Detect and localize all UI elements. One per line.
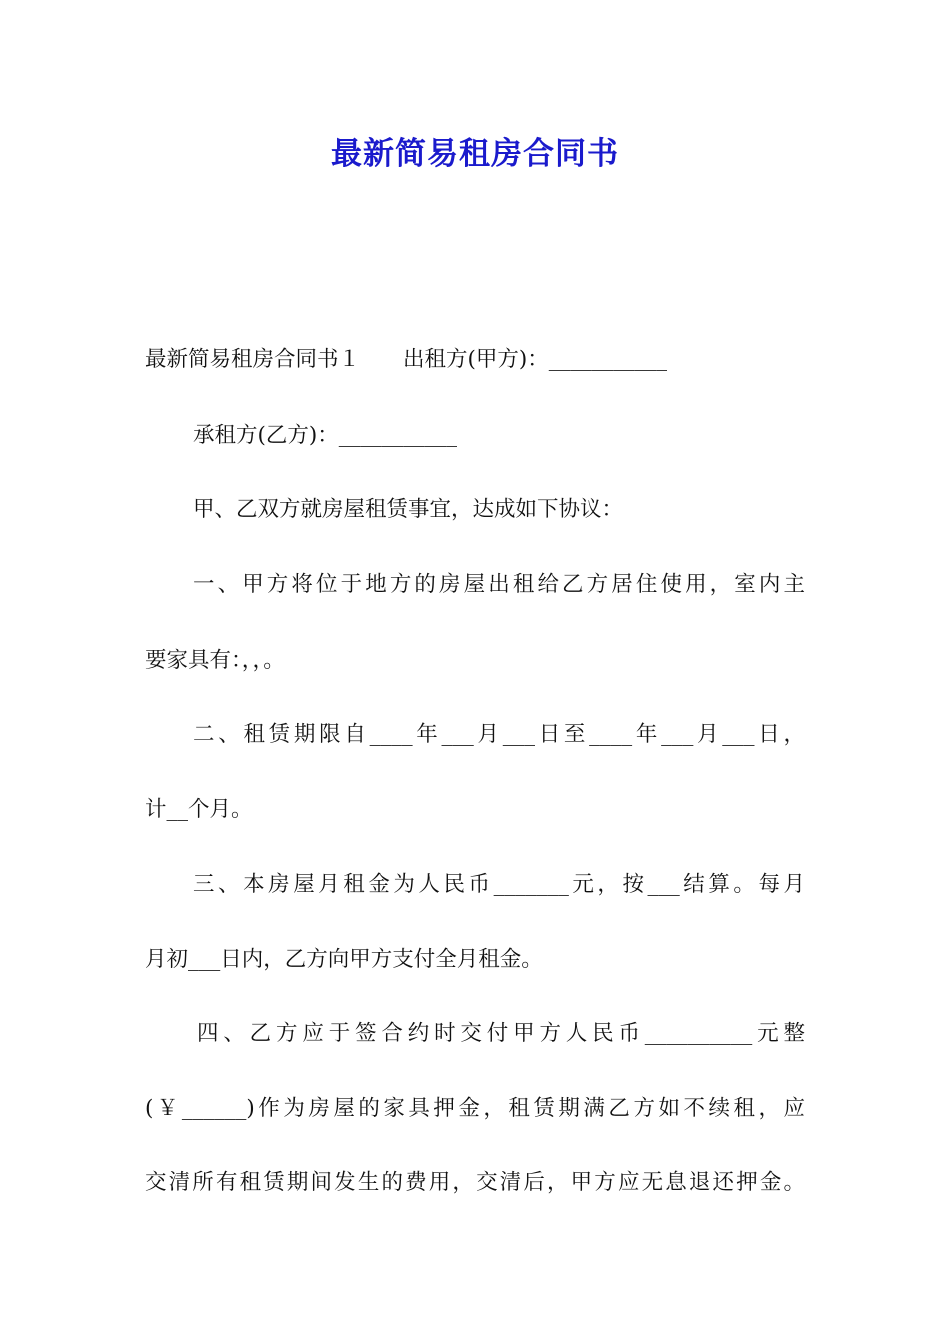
clause-4-line-2: (￥______)作为房屋的家具押金，租赁期满乙方如不续租，应 xyxy=(145,1096,805,1121)
line-lessee: 承租方(乙方)：___________ xyxy=(193,423,458,448)
clause-1-line-1: 一、甲方将位于地方的房屋出租给乙方居住使用，室内主 xyxy=(193,572,805,597)
line-parties-lessor: 最新简易租房合同书１ 出租方(甲方)：___________ xyxy=(145,347,668,372)
clause-3-line-2: 月初___日内，乙方向甲方支付全月租金。 xyxy=(145,947,543,972)
clause-1-line-2: 要家具有：，，。 xyxy=(145,648,285,673)
clause-4-line-3: 交清所有租赁期间发生的费用，交清后，甲方应无息退还押金。 xyxy=(145,1170,805,1195)
line-agreement-intro: 甲、乙双方就房屋租赁事宜，达成如下协议： xyxy=(193,497,624,522)
document-title: 最新简易租房合同书 xyxy=(331,136,619,172)
clause-2-line-1: 二、租赁期限自____年___月___日至____年___月___日， xyxy=(193,722,805,747)
clause-3-line-1: 三、本房屋月租金为人民币_______元，按___结算。每月 xyxy=(193,872,805,897)
clause-4-line-1: 四、乙方应于签合约时交付甲方人民币__________元整 xyxy=(197,1021,805,1046)
clause-2-line-2: 计__个月。 xyxy=(145,797,253,822)
